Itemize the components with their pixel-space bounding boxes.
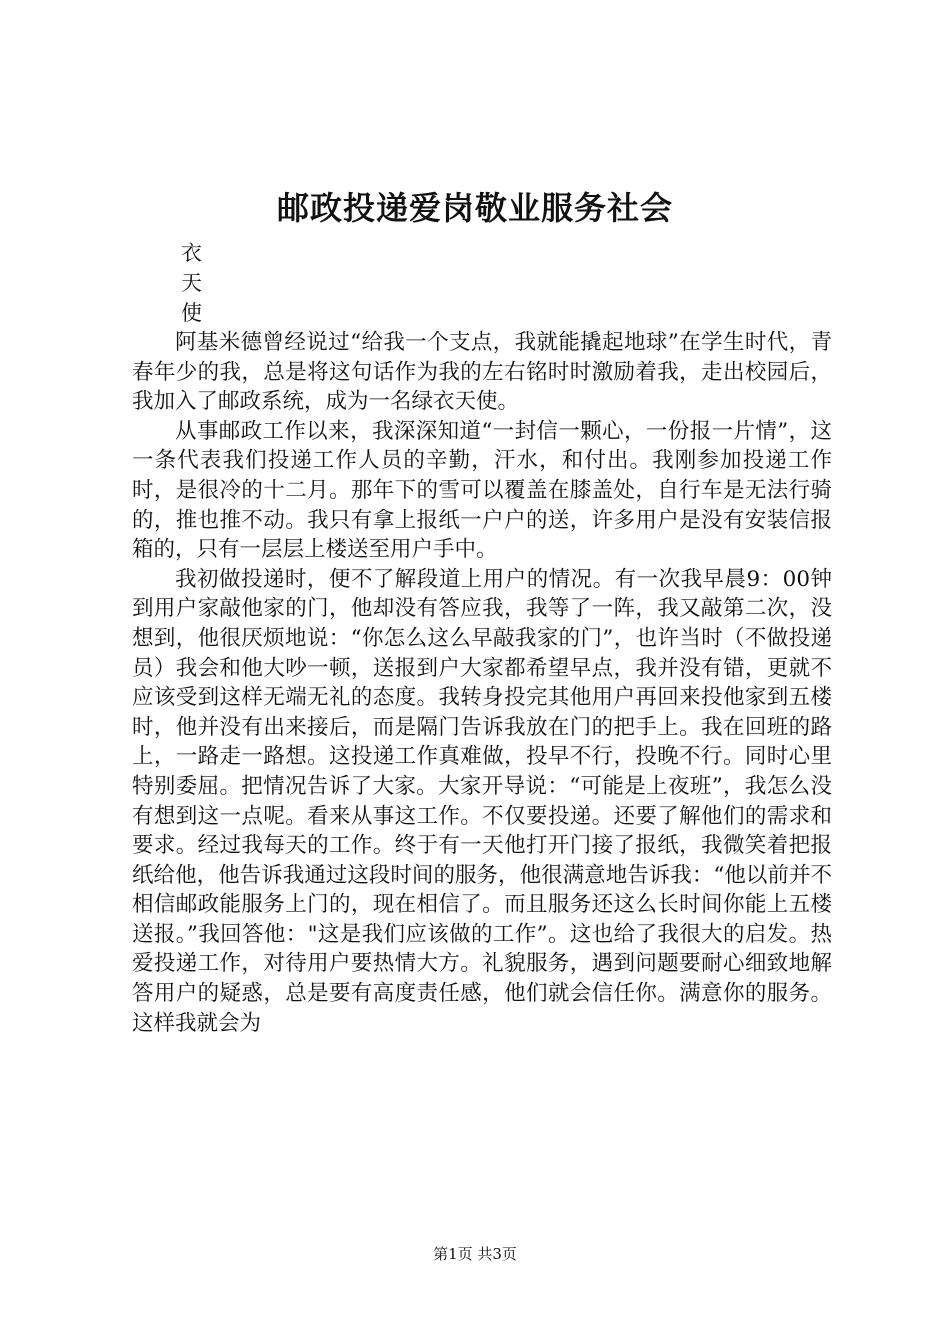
author-char: 衣 (181, 241, 202, 265)
author-char: 天 (181, 271, 202, 295)
author-char: 使 (181, 301, 202, 325)
body-paragraph: 从事邮政工作以来，我深深知道“一封信一颗心，一份报一片情”，这一条代表我们投递工作人员的辛勤，汗水，和付出。我刚参加投递工作时，是很冷的十二月。那年下的雪可以覆盖在膝盖处，自行车是无法行骑的，推也推不动。我只有拿上报纸一户户的送，许多用户是没有安装信报箱的，只有一层层上楼送至用户手中。 (132, 418, 832, 563)
page-number-footer: 第1页 共3页 (433, 1245, 517, 1263)
document-body (132, 328, 832, 1038)
body-paragraph: 我初做投递时，便不了解段道上用户的情况。有一次我早晨9：00钟到用户家敲他家的门，他却没有答应我，我等了一阵，我又敲第二次，没想到，他很厌烦地说：“你怎么这么早敲我家的门”，也许当时（不做投递员）我会和他大吵一顿，送报到户大家都希望早点，我并没有错，更就不应该受到这样无端无礼的态度。我转身投完其他用户再回来投他家到五楼时，他并没有出来接后，而是隔门告诉我放在门的把手上。我在回班的路上，一路走一路想。这投递工作真难做，投早不行，投晚不行。同时心里特别委屈。把情况告诉了大家。大家开导说：“可能是上夜班”，我怎么没有想到这一点呢。看来从事这工作。不仅要投递。还要了解他们的需求和要求。经过我每天的工作。终于有一天他打开门接了报纸，我微笑着把报纸给他，他告诉我通过这段时间的服务，他很满意地告诉我：“他以前并不相信邮政能服务上门的，现在相信了。而且服务还这么长时间你能上五楼送报。”我回答他："这是我们应该做的工作”。这也给了我很大的启发。热爱投递工作，对待用户要热情大方。礼貌服务，遇到问题要耐心细致地解答用户的疑惑，总是要有高度责任感，他们就会信任你。满意你的服务。这样我就会为 (132, 566, 832, 1036)
author-name (181, 238, 221, 328)
body-paragraph: 阿基米德曾经说过“给我一个支点，我就能撬起地球”在学生时代，青春年少的我，总是将这句话作为我的左右铭时时激励着我，走出校园后，我加入了邮政系统，成为一名绿衣天使。 (132, 330, 832, 415)
document-title: 邮政投递爱岗敬业服务社会 (276, 189, 673, 227)
